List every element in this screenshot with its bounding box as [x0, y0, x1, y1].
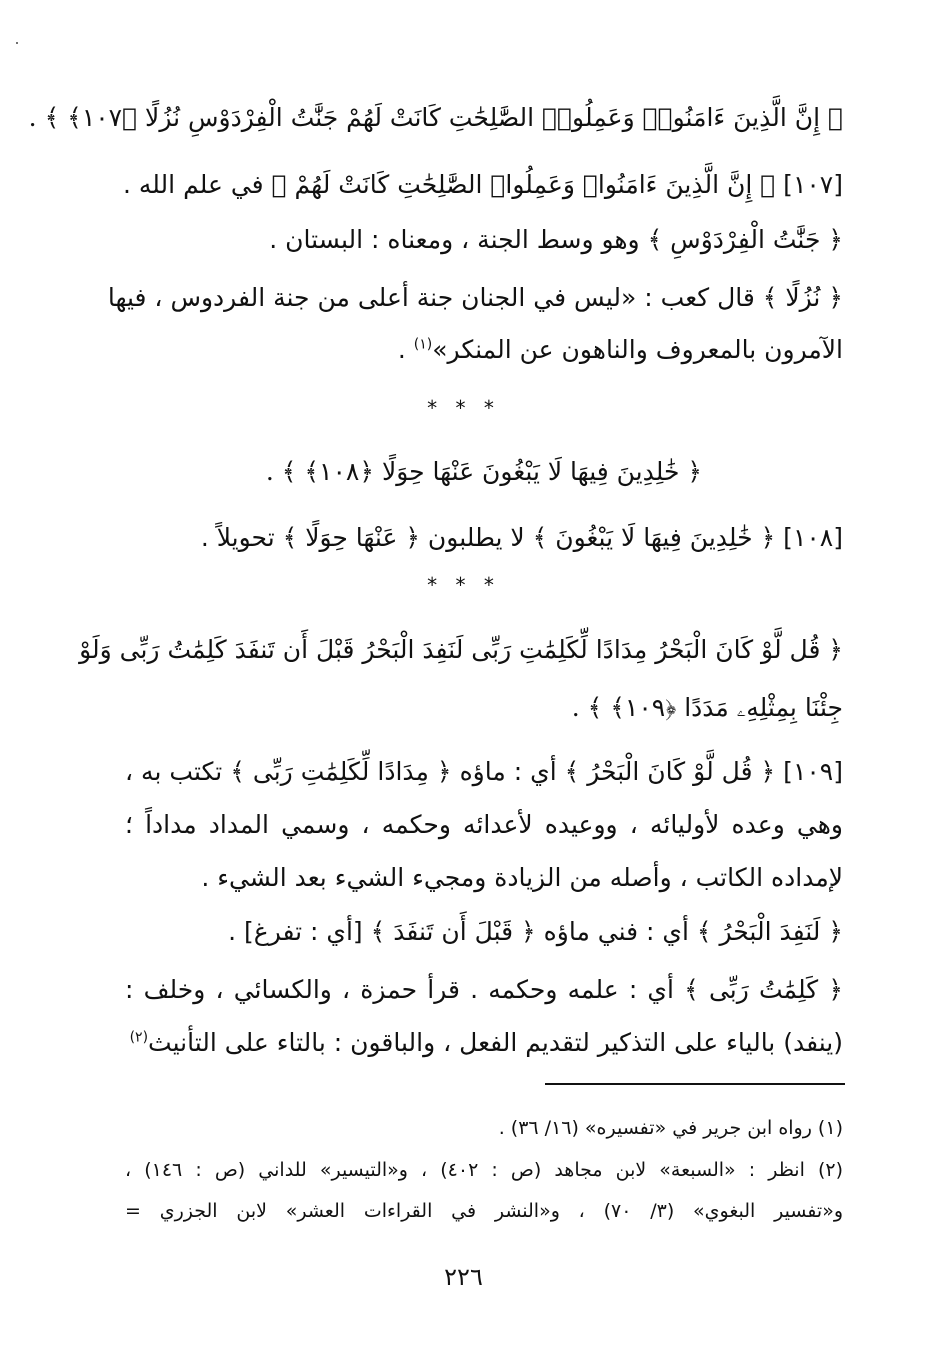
section-separator: * * * [427, 573, 500, 597]
commentary-109-d: ﴿ لَنَفِدَ الْبَحْرُ ﴾ أي : فني ماؤه ﴿ قَبْلَ أَن تَنفَدَ ﴾ [أي : تفرغ] . [228, 917, 843, 946]
footnote-2-a: (٢) انظر : «السبعة» لابن مجاهد (ص : ٤٠٢) ، و«التيسير» للداني (ص : ١٤٦) ، [125, 1159, 843, 1181]
verse-109-b: جِئْنَا بِمِثْلِهِۦ مَدَدًا ﴿١٠٩﴾ ﴾ . [571, 693, 843, 722]
footnote-divider [545, 1083, 845, 1085]
commentary-107-d [125, 330, 843, 370]
commentary-109-e: ﴿ كَلِمَٰتُ رَبِّى ﴾ أي : علمه وحكمه . قرأ حمزة ، والكسائي ، وخلف : [125, 975, 843, 1004]
commentary-109-f-text: (ينفد) بالياء على التذكير لتقديم الفعل ، والباقون : بالتاء على التأنيث [148, 1028, 843, 1057]
commentary-109-c: لإمداده الكاتب ، وأصله من الزيادة ومجيء الشيء بعد الشيء . [201, 863, 843, 892]
commentary-107-d-text: الآمرون بالمعروف والناهون عن المنكر» [432, 335, 843, 364]
verse-107: ﴿ إِنَّ الَّذِينَ ءَامَنُوا۟ وَعَمِلُوا۟ الصَّٰلِحَٰتِ كَانَتْ لَهُمْ جَنَّٰتُ الْفِرْدَوْسِ نُزُلًا ﴿١٠٧﴾ ﴾ . [28, 103, 843, 132]
verse-109-a: ﴿ قُل لَّوْ كَانَ الْبَحْرُ مِدَادًا لِّكَلِمَٰتِ رَبِّى لَنَفِدَ الْبَحْرُ قَبْلَ أَن تَنفَدَ كَلِمَٰتُ رَبِّى وَلَوْ [79, 635, 843, 664]
commentary-109-f [125, 1023, 843, 1063]
footnote-1: (١) رواه ابن جرير في «تفسيره» (١٦/ ٣٦) . [498, 1117, 843, 1139]
footnote-2-b: و«تفسير البغوي» (٣/ ٧٠) ، و«النشر في القراءات العشر» لابن الجزري = [125, 1200, 843, 1222]
scan-dot [16, 42, 18, 44]
commentary-107-c: ﴿ نُزُلًا ﴾ قال كعب : «ليس في الجنان جنة أعلى من جنة الفردوس ، فيها [107, 283, 843, 312]
footnote-marker-2: (٢) [129, 1029, 149, 1046]
page-number: ٢٢٦ [444, 1263, 483, 1291]
commentary-107-a: [١٠٧] ﴿ إِنَّ الَّذِينَ ءَامَنُوا۟ وَعَمِلُوا۟ الصَّٰلِحَٰتِ كَانَتْ لَهُمْ ﴾ في علم الله . [122, 170, 843, 199]
commentary-108: [١٠٨] ﴿ خَٰلِدِينَ فِيهَا لَا يَبْغُونَ ﴾ لا يطلبون ﴿ عَنْهَا حِوَلًا ﴾ تحويلاً . [200, 523, 843, 552]
footnote-marker-1: (١) [413, 336, 433, 353]
section-separator: * * * [427, 396, 500, 420]
commentary-107-d-end: . [397, 335, 414, 364]
commentary-107-b: ﴿ جَنَّٰتُ الْفِرْدَوْسِ ﴾ وهو وسط الجنة ، ومعناه : البستان . [269, 225, 843, 254]
commentary-109-b: وهي وعده لأوليائه ، ووعيده لأعدائه وحكمه ، وسمي المداد مداداً ؛ [125, 810, 843, 839]
commentary-109-a: [١٠٩] ﴿ قُل لَّوْ كَانَ الْبَحْرُ ﴾ أي : ماؤه ﴿ مِدَادًا لِّكَلِمَٰتِ رَبِّى ﴾ تكتب به ، [125, 757, 843, 786]
verse-108: ﴿ خَٰلِدِينَ فِيهَا لَا يَبْغُونَ عَنْهَا حِوَلًا ﴿١٠٨﴾ ﴾ . [265, 457, 703, 486]
